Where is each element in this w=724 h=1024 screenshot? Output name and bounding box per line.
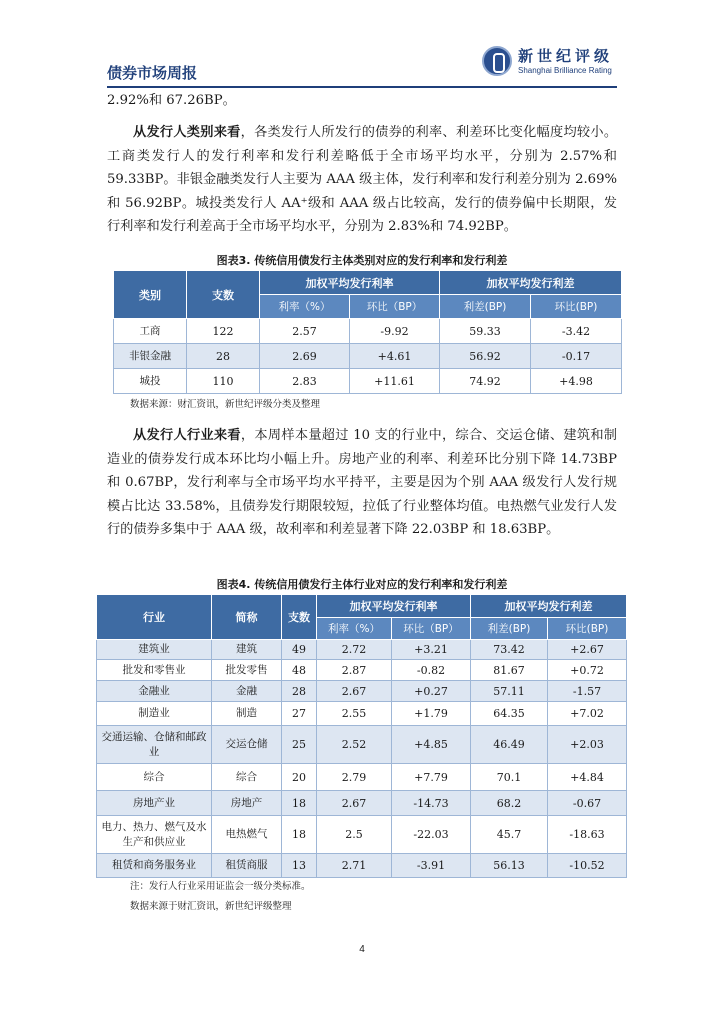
cell-industry: 金融业 xyxy=(97,681,212,702)
cell-count: 27 xyxy=(282,702,317,726)
table3-caption: 图表3. 传统信用债发行主体类别对应的发行利率和发行利差 xyxy=(216,254,508,267)
cell-spread: 46.49 xyxy=(471,726,548,764)
cell-count: 48 xyxy=(282,660,317,681)
cell-spread: 64.35 xyxy=(471,702,548,726)
cell-rate-chg: +1.79 xyxy=(392,702,471,726)
cell-rate-chg: +7.79 xyxy=(392,764,471,791)
cell-industry: 制造业 xyxy=(97,702,212,726)
col-header-industry: 行业 xyxy=(97,595,212,640)
cell-spread: 56.92 xyxy=(440,344,531,369)
paragraph-body: ，各类发行人所发行的债券的利率、利差环比变化幅度均较小。工商类发行人的发行利率和发行利差略低于全市场平均水平，分别为 2.57%和 59.33BP。非银金融类发行人主要为 AAA 级主体，发行利率和发行利差分别为 2.69%和 56.92BP。城投类发行人 AA⁺级和 AAA 级占比较高，发行的债券偏中长期限，发行利率和发行利差高于全市场平均水平，分别为 2.83%和 74.92BP。 xyxy=(107,125,618,235)
cell-industry: 交通运输、仓储和邮政业 xyxy=(97,726,212,764)
cell-short: 建筑 xyxy=(212,640,282,660)
cell-spread-chg: +7.02 xyxy=(548,702,627,726)
page-number: 4 xyxy=(359,944,365,955)
cell-rate: 2.57 xyxy=(260,319,350,344)
cell-spread-chg: +0.72 xyxy=(548,660,627,681)
col-group-spread: 加权平均发行利差 xyxy=(440,271,622,295)
cell-count: 110 xyxy=(187,369,260,394)
cell-rate-chg: +11.61 xyxy=(350,369,440,394)
cell-spread: 73.42 xyxy=(471,640,548,660)
cell-short: 批发零售 xyxy=(212,660,282,681)
cell-count: 18 xyxy=(282,791,317,816)
cell-category: 非银金融 xyxy=(114,344,187,369)
table4-source: 数据来源于财汇资讯，新世纪评级整理 xyxy=(130,901,292,912)
table-row xyxy=(97,791,627,816)
cell-spread: 45.7 xyxy=(471,816,548,854)
brand-logo xyxy=(482,42,617,82)
cell-count: 25 xyxy=(282,726,317,764)
col-header-spread: 利差(BP) xyxy=(471,618,548,640)
table4 xyxy=(96,594,627,878)
cell-spread-chg: -0.67 xyxy=(548,791,627,816)
col-header-spread: 利差(BP) xyxy=(440,295,531,319)
paragraph-continuation: 2.92%和 67.26BP。 xyxy=(107,93,236,108)
cell-short: 综合 xyxy=(212,764,282,791)
table-row xyxy=(114,369,622,394)
cell-rate: 2.71 xyxy=(317,854,392,878)
cell-count: 18 xyxy=(282,816,317,854)
col-header-spread-chg: 环比(BP) xyxy=(548,618,627,640)
table-row xyxy=(97,764,627,791)
cell-count: 49 xyxy=(282,640,317,660)
cell-spread-chg: -1.57 xyxy=(548,681,627,702)
logo-cn-text: 新世纪评级 xyxy=(518,47,614,65)
cell-rate-chg: +3.21 xyxy=(392,640,471,660)
col-group-rate: 加权平均发行利率 xyxy=(260,271,440,295)
cell-spread-chg: +4.98 xyxy=(531,369,622,394)
cell-rate: 2.83 xyxy=(260,369,350,394)
cell-industry: 租赁和商务服务业 xyxy=(97,854,212,878)
table-row xyxy=(114,344,622,369)
cell-short: 租赁商服 xyxy=(212,854,282,878)
paragraph-issuer-industry xyxy=(107,424,617,542)
cell-spread-chg: -18.63 xyxy=(548,816,627,854)
col-group-rate: 加权平均发行利率 xyxy=(317,595,471,618)
cell-rate: 2.67 xyxy=(317,681,392,702)
cell-spread-chg: +2.67 xyxy=(548,640,627,660)
paragraph-lead: 从发行人行业来看 xyxy=(133,428,241,443)
cell-spread: 70.1 xyxy=(471,764,548,791)
cell-spread-chg: -0.17 xyxy=(531,344,622,369)
cell-short: 电热燃气 xyxy=(212,816,282,854)
cell-short: 房地产 xyxy=(212,791,282,816)
cell-spread: 68.2 xyxy=(471,791,548,816)
cell-spread: 59.33 xyxy=(440,319,531,344)
col-header-count: 支数 xyxy=(187,271,260,319)
cell-short: 交运仓储 xyxy=(212,726,282,764)
table-row xyxy=(114,319,622,344)
cell-rate-chg: +4.85 xyxy=(392,726,471,764)
table-row xyxy=(97,660,627,681)
cell-rate: 2.55 xyxy=(317,702,392,726)
cell-category: 工商 xyxy=(114,319,187,344)
cell-spread-chg: -3.42 xyxy=(531,319,622,344)
logo-emblem-icon xyxy=(482,46,512,76)
cell-industry: 房地产业 xyxy=(97,791,212,816)
col-header-rate: 利率（%） xyxy=(260,295,350,319)
cell-count: 28 xyxy=(282,681,317,702)
cell-category: 城投 xyxy=(114,369,187,394)
cell-rate-chg: -9.92 xyxy=(350,319,440,344)
cell-rate: 2.72 xyxy=(317,640,392,660)
table-row xyxy=(97,702,627,726)
cell-count: 13 xyxy=(282,854,317,878)
table-row xyxy=(97,640,627,660)
cell-spread: 74.92 xyxy=(440,369,531,394)
cell-spread: 56.13 xyxy=(471,854,548,878)
cell-rate: 2.79 xyxy=(317,764,392,791)
cell-spread-chg: +4.84 xyxy=(548,764,627,791)
cell-rate-chg: -14.73 xyxy=(392,791,471,816)
col-header-category: 类别 xyxy=(114,271,187,319)
cell-spread: 57.11 xyxy=(471,681,548,702)
cell-industry: 电力、热力、燃气及水生产和供应业 xyxy=(97,816,212,854)
report-title: 债券市场周报 xyxy=(107,64,198,82)
col-header-spread-chg: 环比(BP) xyxy=(531,295,622,319)
cell-spread: 81.67 xyxy=(471,660,548,681)
col-header-short: 简称 xyxy=(212,595,282,640)
table-row xyxy=(97,816,627,854)
cell-industry: 批发和零售业 xyxy=(97,660,212,681)
cell-rate: 2.5 xyxy=(317,816,392,854)
cell-industry: 综合 xyxy=(97,764,212,791)
table4-note: 注：发行人行业采用证监会一级分类标准。 xyxy=(130,881,311,892)
table-row xyxy=(97,854,627,878)
cell-industry: 建筑业 xyxy=(97,640,212,660)
cell-spread-chg: -10.52 xyxy=(548,854,627,878)
cell-count: 20 xyxy=(282,764,317,791)
paragraph-lead: 从发行人类别来看 xyxy=(133,125,241,140)
cell-rate: 2.87 xyxy=(317,660,392,681)
cell-rate: 2.67 xyxy=(317,791,392,816)
cell-short: 金融 xyxy=(212,681,282,702)
col-header-rate: 利率（%） xyxy=(317,618,392,640)
cell-count: 28 xyxy=(187,344,260,369)
table3-source: 数据来源：财汇资讯，新世纪评级分类及整理 xyxy=(130,399,321,410)
paragraph-body: ，本周样本量超过 10 支的行业中，综合、交运仓储、建筑和制造业的债券发行成本环比均小幅上升。房地产业的利率、利差环比分别下降 14.73BP 和 0.67BP，发行利率与全市场平均水平持平，主要是因为个别 AAA 级发行人发行规模占比达 33.58%，且债券发行期限较短，拉低了行业整体均值。电热燃气业发行人发行的债券多集中于 AAA 级，故利率和利差显著下降 22.03BP 和 18.63BP。 xyxy=(107,428,617,538)
page-header xyxy=(107,40,617,88)
cell-rate: 2.52 xyxy=(317,726,392,764)
table-row xyxy=(97,726,627,764)
cell-rate-chg: +4.61 xyxy=(350,344,440,369)
table3 xyxy=(113,270,622,394)
cell-short: 制造 xyxy=(212,702,282,726)
cell-rate-chg: -0.82 xyxy=(392,660,471,681)
col-header-rate-chg: 环比（BP） xyxy=(392,618,471,640)
cell-rate-chg: -22.03 xyxy=(392,816,471,854)
paragraph-issuer-category xyxy=(107,121,617,239)
cell-rate: 2.69 xyxy=(260,344,350,369)
table4-caption: 图表4. 传统信用债发行主体行业对应的发行利率和发行利差 xyxy=(216,578,508,591)
cell-rate-chg: +0.27 xyxy=(392,681,471,702)
col-header-count: 支数 xyxy=(282,595,317,640)
cell-spread-chg: +2.03 xyxy=(548,726,627,764)
cell-count: 122 xyxy=(187,319,260,344)
table-row xyxy=(97,681,627,702)
logo-en-text: Shanghai Brilliance Rating xyxy=(518,66,612,75)
col-header-rate-chg: 环比（BP） xyxy=(350,295,440,319)
col-group-spread: 加权平均发行利差 xyxy=(471,595,627,618)
cell-rate-chg: -3.91 xyxy=(392,854,471,878)
